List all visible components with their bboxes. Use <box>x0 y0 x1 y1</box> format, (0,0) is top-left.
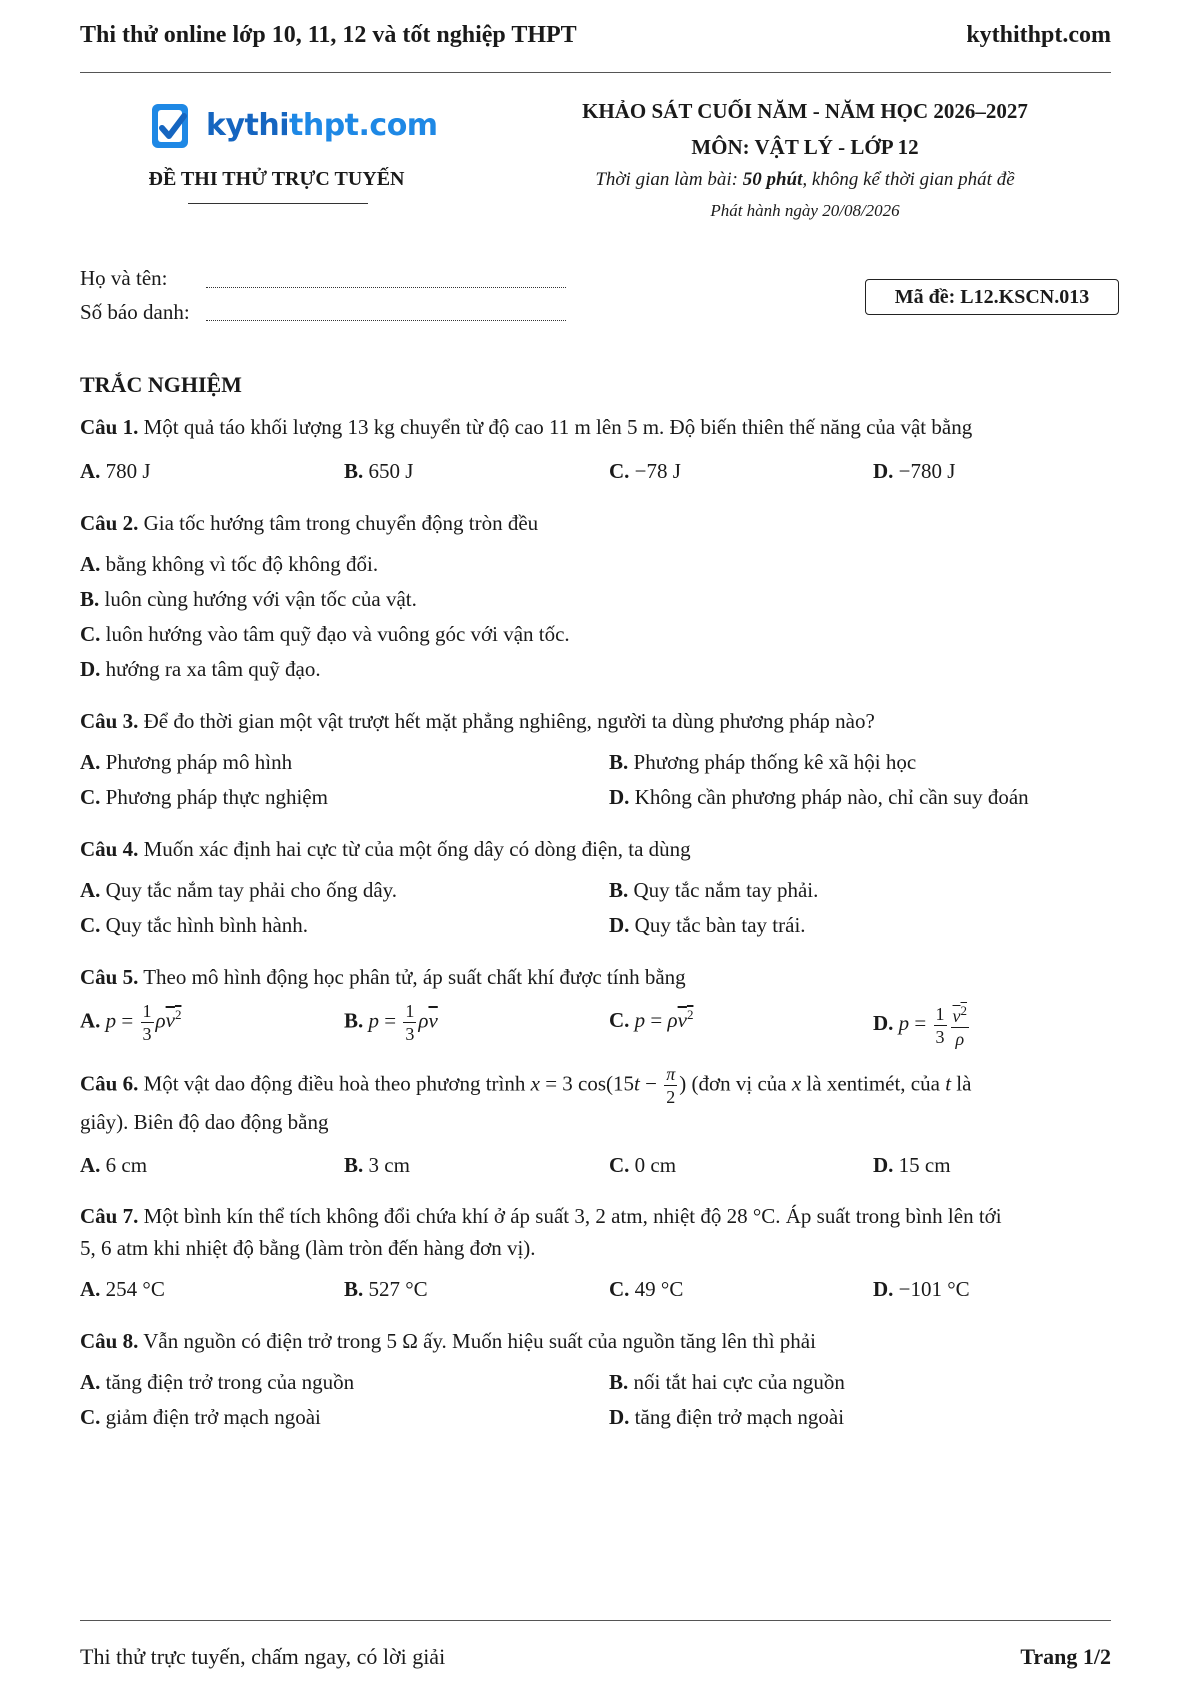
section-title: TRẮC NGHIỆM <box>80 372 242 397</box>
subject-title: MÔN: VẬT LÝ - LỚP 12 <box>691 135 919 159</box>
q5-option-b[interactable]: B. p = $\frac{1}{3}$ $\rho\overline{v}$ <box>344 1001 438 1044</box>
q6-option-a[interactable]: A. 6 cm <box>80 1153 148 1177</box>
student-id-label: Số báo danh: <box>80 300 190 324</box>
q7-option-a[interactable]: A. 254 °C <box>80 1277 165 1301</box>
q3-option-a[interactable]: A. Phương pháp mô hình <box>80 750 293 774</box>
question-1: Câu 1. Một quả táo khối lượng 13 kg chuyển từ độ cao 11 m lên 5 m. Độ biến thiên thế năng của vật bằng <box>80 415 973 439</box>
question-6: Câu 6. Một vật dao động điều hoà theo phương trình x = 3 cos(15t − $\frac{\pi}{2}$ ) (đơn vị của x là xentimét, của t là <box>80 1064 972 1107</box>
q6-option-b[interactable]: B. 3 cm <box>344 1153 410 1177</box>
q4-option-b[interactable]: B. Quy tắc nắm tay phải. <box>609 878 819 902</box>
name-label: Họ và tên: <box>80 266 168 290</box>
question-2: Câu 2. Gia tốc hướng tâm trong chuyển động tròn đều <box>80 511 539 535</box>
q1-option-c[interactable]: C. −78 J <box>609 459 681 483</box>
q3-option-c[interactable]: C. Phương pháp thực nghiệm <box>80 785 328 809</box>
footer-divider <box>80 1620 1111 1621</box>
question-8: Câu 8. Vẫn nguồn có điện trở trong 5 Ω ấy. Muốn hiệu suất của nguồn tăng lên thì phải <box>80 1329 816 1353</box>
q7-option-c[interactable]: C. 49 °C <box>609 1277 684 1301</box>
q2-option-a[interactable]: A. bằng không vì tốc độ không đổi. <box>80 552 379 576</box>
question-3: Câu 3. Để đo thời gian một vật trượt hết mặt phẳng nghiêng, người ta dùng phương pháp nào? <box>80 709 875 733</box>
q4-option-a[interactable]: A. Quy tắc nắm tay phải cho ống dây. <box>80 878 398 902</box>
q7-option-b[interactable]: B. 527 °C <box>344 1277 428 1301</box>
page-number: Trang 1/2 <box>1020 1644 1111 1669</box>
question-7: Câu 7. Một bình kín thể tích không đổi chứa khí ở áp suất 3, 2 atm, nhiệt độ 28 °C. Áp suất trong bình lên tới <box>80 1204 1002 1228</box>
header-site-name: kythithpt.com <box>966 22 1111 48</box>
q3-option-b[interactable]: B. Phương pháp thống kê xã hội học <box>609 750 917 774</box>
q8-option-b[interactable]: B. nối tắt hai cực của nguồn <box>609 1370 845 1394</box>
question-6-cont: giây). Biên độ dao động bằng <box>80 1110 329 1134</box>
title-block <box>535 98 1075 221</box>
exam-title: KHẢO SÁT CUỐI NĂM - NĂM HỌC 2026–2027 <box>582 99 1028 123</box>
q5-option-c[interactable]: C. $p = \rho v^2$ <box>609 1007 694 1032</box>
footer-slogan: Thi thử trực tuyến, chấm ngay, có lời giải <box>80 1644 446 1669</box>
q6-option-c[interactable]: C. 0 cm <box>609 1153 677 1177</box>
student-id-field[interactable] <box>206 320 566 321</box>
exam-code-box: Mã đề: L12.KSCN.013 <box>865 279 1119 315</box>
q8-option-c[interactable]: C. giảm điện trở mạch ngoài <box>80 1405 321 1429</box>
q5-option-d[interactable]: D. p = $\frac{1}{3}$ $\frac{v^2}{\rho}$ <box>873 1000 971 1050</box>
name-field[interactable] <box>206 287 566 288</box>
q7-option-d[interactable]: D. −101 °C <box>873 1277 970 1301</box>
q1-option-a[interactable]: A. 780 J <box>80 459 151 483</box>
exam-type: ĐỀ THI THỬ TRỰC TUYẾN <box>148 168 405 190</box>
q8-option-d[interactable]: D. tăng điện trở mạch ngoài <box>609 1405 845 1429</box>
header-left-text: Thi thử online lớp 10, 11, 12 và tốt nghiệp THPT <box>80 22 577 48</box>
logo-wordmark: kythithpt.com <box>206 108 438 143</box>
q4-option-d[interactable]: D. Quy tắc bàn tay trái. <box>609 913 806 937</box>
q2-option-b[interactable]: B. luôn cùng hướng với vận tốc của vật. <box>80 587 417 611</box>
q2-option-d[interactable]: D. hướng ra xa tâm quỹ đạo. <box>80 657 321 681</box>
exam-type-underline <box>188 203 368 204</box>
release-date: Phát hành ngày 20/08/2026 <box>710 201 900 220</box>
question-5: Câu 5. Theo mô hình động học phân tử, áp suất chất khí được tính bằng <box>80 965 686 989</box>
time-limit: Thời gian làm bài: 50 phút, không kể thời gian phát đề <box>595 169 1015 190</box>
q5-option-a[interactable]: A. p = $\frac{1}{3}$ $\rho v^2$ <box>80 1001 182 1044</box>
q4-option-c[interactable]: C. Quy tắc hình bình hành. <box>80 913 309 937</box>
q6-option-d[interactable]: D. 15 cm <box>873 1153 951 1177</box>
question-7-cont: 5, 6 atm khi nhiệt độ bằng (làm tròn đến hàng đơn vị). <box>80 1236 536 1260</box>
header-divider <box>80 72 1111 73</box>
q1-option-b[interactable]: B. 650 J <box>344 459 414 483</box>
q3-option-d[interactable]: D. Không cần phương pháp nào, chỉ cần suy đoán <box>609 785 1029 809</box>
question-4: Câu 4. Muốn xác định hai cực từ của một ống dây có dòng điện, ta dùng <box>80 837 691 861</box>
q2-option-c[interactable]: C. luôn hướng vào tâm quỹ đạo và vuông góc với vận tốc. <box>80 622 570 646</box>
q1-option-d[interactable]: D. −780 J <box>873 459 956 483</box>
q8-option-a[interactable]: A. tăng điện trở trong của nguồn <box>80 1370 355 1394</box>
